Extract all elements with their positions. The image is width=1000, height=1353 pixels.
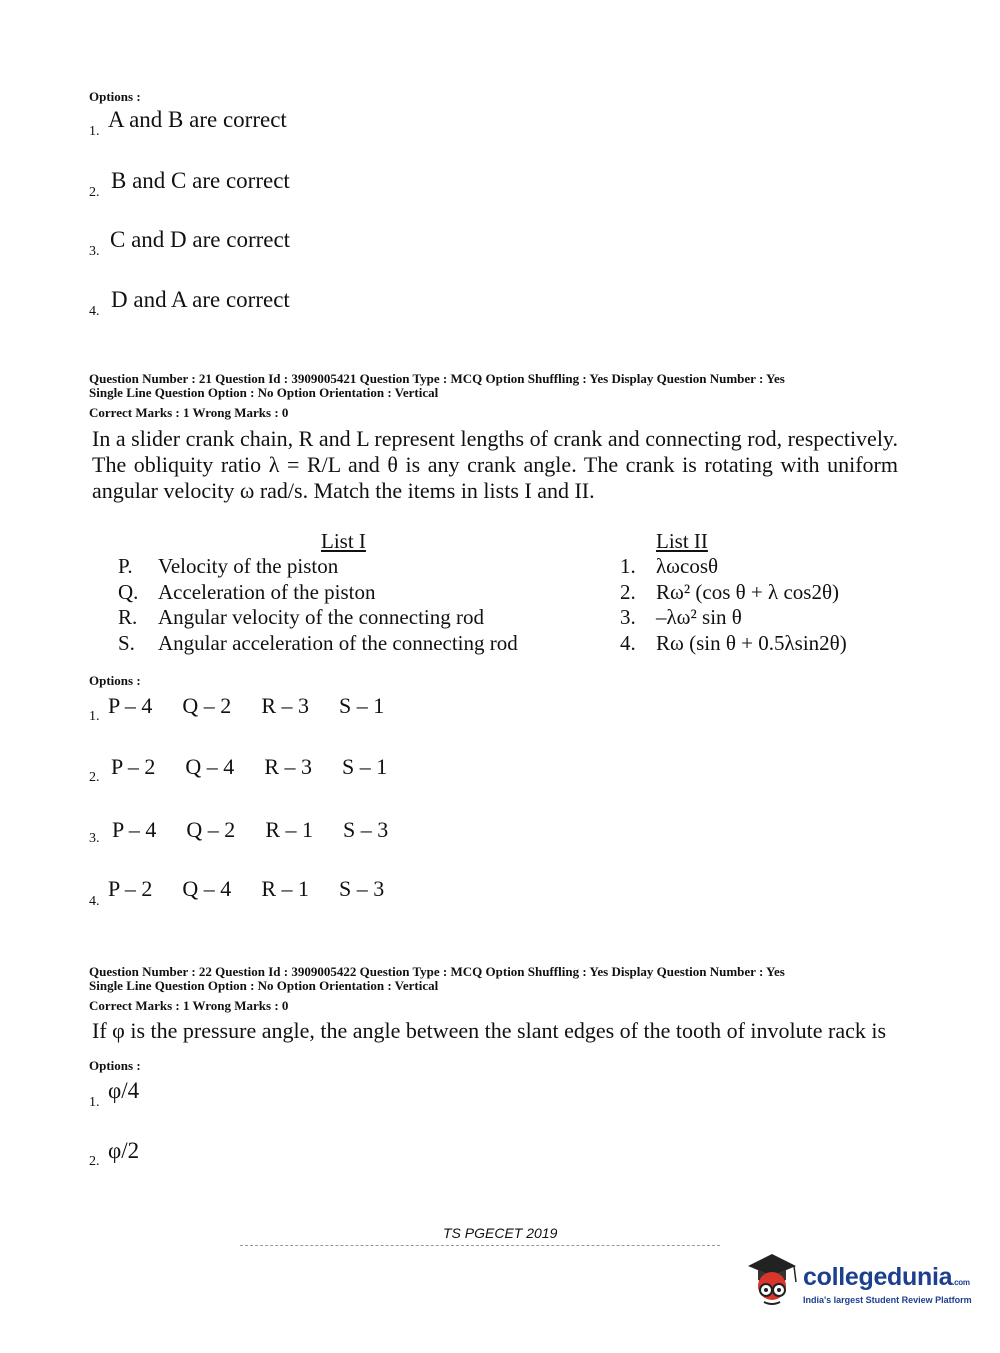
option-text: φ/4 [108, 1078, 140, 1103]
option-number: 1. [89, 1095, 100, 1110]
option-match [112, 817, 418, 843]
list-2 [620, 554, 847, 656]
options-label: Options : [89, 89, 141, 104]
option-text: B and C are correct [111, 168, 290, 193]
option-text: C and D are correct [110, 227, 291, 252]
list-key: P. [118, 554, 133, 578]
list-value: Acceleration of the piston [158, 579, 376, 604]
list-key: S. [118, 630, 135, 655]
option-text: φ/2 [108, 1138, 140, 1163]
list-key: 4. [620, 630, 636, 655]
list-1-item-s [118, 631, 518, 657]
option-number: 2. [89, 185, 100, 200]
option-number: 2. [89, 770, 100, 785]
pair-q: Q – 2 [182, 693, 232, 718]
question-text: In a slider crank chain, R and L represent lengths of crank and connecting rod, respectively. The obliquity ratio λ = R/L and θ is any crank angle. The crank is rotating with uniform angular velocity ω rad/s. Match the items in lists I and II. [92, 426, 898, 503]
question-marks: Correct Marks : 1 Wrong Marks : 0 [89, 998, 289, 1013]
list-2-item-2 [620, 580, 847, 606]
list-key: 2. [620, 579, 636, 604]
list-value: Angular acceleration of the connecting rod [158, 630, 518, 655]
option-number: 3. [89, 831, 100, 846]
option-number: 4. [89, 304, 100, 319]
pair-s: S – 3 [339, 876, 385, 901]
brand-logo-text [803, 1263, 970, 1292]
brand-name: collegedunia [803, 1263, 953, 1291]
question-meta: Question Number : 22 Question Id : 3909005422 Question Type : MCQ Option Shuffling : Yes Display Question Number : Yes [89, 964, 785, 979]
pair-s: S – 3 [343, 817, 389, 842]
list-2-heading: List II [656, 529, 708, 553]
option-match [108, 693, 414, 719]
list-1-heading: List I [321, 529, 366, 553]
pair-p: P – 2 [111, 754, 156, 779]
list-key: R. [118, 605, 138, 629]
pair-q: Q – 4 [182, 876, 232, 901]
list-2-item-1 [620, 554, 847, 580]
option-number: 4. [89, 894, 100, 909]
pair-s: S – 1 [339, 693, 385, 718]
list-value: Angular velocity of the connecting rod [158, 605, 484, 629]
option-text: D and A are correct [111, 287, 290, 312]
list-1-item-q [118, 580, 518, 606]
pair-p: P – 4 [112, 817, 157, 842]
pair-r: R – 3 [264, 754, 312, 779]
brand-suffix: .com [952, 1278, 970, 1287]
list-2-item-4 [620, 631, 847, 657]
pair-s: S – 1 [342, 754, 388, 779]
option-text: A and B are correct [108, 107, 287, 132]
list-key: 3. [620, 605, 636, 629]
list-value: λωcosθ [656, 554, 719, 578]
list-value: Velocity of the piston [158, 554, 339, 578]
list-1-item-r [118, 605, 518, 631]
option-number: 1. [89, 709, 100, 724]
footer-divider [240, 1245, 720, 1246]
collegedunia-mascot-icon [742, 1246, 802, 1308]
pair-r: R – 1 [265, 817, 313, 842]
list-value: Rω (sin θ + 0.5λsin2θ) [656, 630, 847, 655]
question-meta-2: Single Line Question Option : No Option Orientation : Vertical [89, 385, 439, 400]
question-meta-2: Single Line Question Option : No Option Orientation : Vertical [89, 978, 439, 993]
option-match [108, 876, 414, 902]
pair-p: P – 4 [108, 693, 153, 718]
list-key: Q. [118, 579, 139, 604]
option-match [111, 754, 417, 780]
list-value: Rω² (cos θ + λ cos2θ) [656, 579, 839, 604]
option-number: 3. [89, 244, 100, 259]
options-label: Options : [89, 673, 141, 688]
pair-q: Q – 2 [186, 817, 236, 842]
option-number: 2. [89, 1154, 100, 1169]
pair-q: Q – 4 [185, 754, 235, 779]
list-1 [118, 554, 518, 656]
list-value: –λω² sin θ [656, 605, 742, 629]
list-1-item-p [118, 554, 518, 580]
options-label: Options : [89, 1058, 141, 1073]
pair-r: R – 3 [261, 693, 309, 718]
brand-tagline: India's largest Student Review Platform [803, 1295, 972, 1305]
question-marks: Correct Marks : 1 Wrong Marks : 0 [89, 405, 289, 420]
list-2-item-3 [620, 605, 847, 631]
list-key: 1. [620, 554, 636, 578]
pair-r: R – 1 [261, 876, 309, 901]
question-text: If φ is the pressure angle, the angle between the slant edges of the tooth of involute rack is [92, 1018, 887, 1043]
question-meta: Question Number : 21 Question Id : 3909005421 Question Type : MCQ Option Shuffling : Yes Display Question Number : Yes [89, 371, 785, 386]
pair-p: P – 2 [108, 876, 153, 901]
footer-exam-name: TS PGECET 2019 [443, 1225, 558, 1241]
option-number: 1. [89, 124, 100, 139]
